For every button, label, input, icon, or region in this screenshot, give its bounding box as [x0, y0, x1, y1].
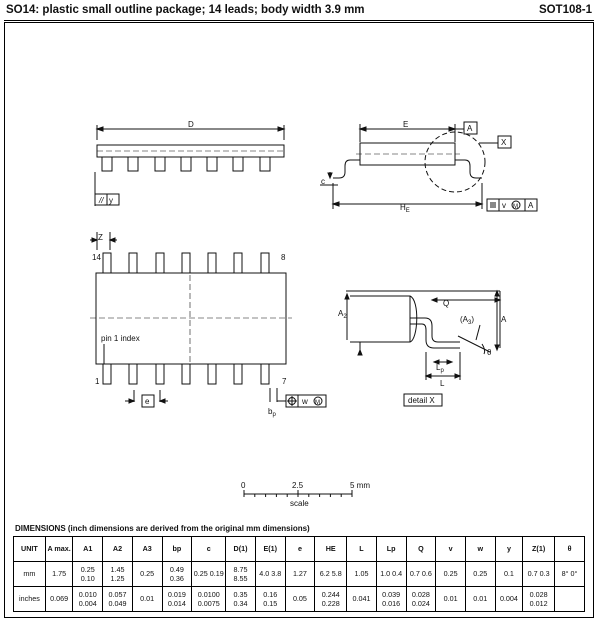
scale-mid: 2.5	[292, 481, 304, 490]
top-view	[90, 232, 326, 418]
dimensions-header-cell: A2	[103, 537, 133, 562]
side-lead	[233, 157, 243, 171]
dimension-cell: 0.01	[465, 587, 495, 612]
dimensions-header-cell: A3	[132, 537, 162, 562]
dimensions-header-cell: w	[465, 537, 495, 562]
label-E: E	[403, 120, 409, 129]
dimensions-header-cell: Lp	[376, 537, 406, 562]
dimension-cell: 0.25 0.10	[73, 562, 103, 587]
dimension-cell: 0.25	[436, 562, 466, 587]
dimension-cell: 0.244 0.228	[315, 587, 347, 612]
label-M2: M	[315, 400, 320, 406]
dimension-cell: 0.028 0.024	[406, 587, 436, 612]
dimension-cell: 6.2 5.8	[315, 562, 347, 587]
end-view	[320, 120, 537, 214]
side-lead	[207, 157, 217, 171]
dimension-cell: 8° 0°	[555, 562, 585, 587]
dimension-cell: 0.7 0.6	[406, 562, 436, 587]
dimension-cell: 8.75 8.55	[226, 562, 256, 587]
dimension-cell	[555, 587, 585, 612]
dimensions-header-cell: Z(1)	[523, 537, 555, 562]
dimensions-header-cell: A1	[73, 537, 103, 562]
dimension-cell: 1.05	[347, 562, 377, 587]
side-view-length	[95, 120, 284, 206]
dimension-cell: 0.057 0.049	[103, 587, 133, 612]
dimension-cell: 0.49 0.36	[162, 562, 192, 587]
dimensions-header-cell: y	[495, 537, 523, 562]
dimension-cell: 4.0 3.8	[255, 562, 285, 587]
label-Z: Z	[98, 233, 103, 242]
dimension-cell: 0.16 0.15	[255, 587, 285, 612]
label-A2: $A_2$	[338, 309, 347, 320]
dimension-cell: 0.004	[495, 587, 523, 612]
side-lead	[128, 157, 138, 171]
dimensions-header-cell: L	[347, 537, 377, 562]
dimension-cell: 1.27	[285, 562, 315, 587]
dimension-cell: 1.45 1.25	[103, 562, 133, 587]
dimensions-header-cell: bp	[162, 537, 192, 562]
dimension-cell: 0.041	[347, 587, 377, 612]
bottom-lead	[261, 364, 269, 384]
label-v: v	[502, 201, 506, 210]
side-lead	[181, 157, 191, 171]
label-A-box: A	[467, 124, 473, 133]
dimension-cell: 0.7 0.3	[523, 562, 555, 587]
label-c: c	[321, 177, 325, 186]
label-w: w	[302, 397, 308, 406]
dimensions-header-cell: E(1)	[255, 537, 285, 562]
side-lead	[102, 157, 112, 171]
dimension-cell: 0.019 0.014	[162, 587, 192, 612]
label-L: L	[440, 379, 445, 388]
dimension-cell: 0.069	[45, 587, 73, 612]
label-e: e	[145, 397, 150, 406]
bottom-lead	[103, 364, 111, 384]
dimensions-header-cell: D(1)	[226, 537, 256, 562]
dimensions-header-cell: Q	[406, 537, 436, 562]
dimensions-header-cell: θ	[555, 537, 585, 562]
dimension-cell: 0.35 0.34	[226, 587, 256, 612]
scale-label: scale	[290, 499, 309, 508]
top-lead	[261, 253, 269, 273]
scale-start: 0	[241, 481, 246, 490]
dimension-cell: 0.010 0.004	[73, 587, 103, 612]
dimension-cell: 0.1	[495, 562, 523, 587]
side-lead	[155, 157, 165, 171]
dimensions-header-cell: e	[285, 537, 315, 562]
dimensions-header-row	[14, 537, 585, 562]
dimensions-header-cell: UNIT	[14, 537, 46, 562]
dimension-cell: 0.05	[285, 587, 315, 612]
bottom-lead	[234, 364, 242, 384]
label-M: M	[513, 204, 518, 210]
bottom-lead	[208, 364, 216, 384]
dimensions-header-cell: v	[436, 537, 466, 562]
scale-bar	[241, 481, 370, 508]
label-theta: θ	[487, 348, 492, 357]
scale-end: 5 mm	[350, 481, 370, 490]
dimension-cell: 1.0 0.4	[376, 562, 406, 587]
pin1-index-label: pin 1 index	[101, 334, 140, 343]
dimensions-header-cell: A max.	[45, 537, 73, 562]
label-pin1: 1	[95, 377, 100, 386]
top-lead	[182, 253, 190, 273]
package-code: SOT108-1	[538, 4, 592, 16]
package-title: SO14: plastic small outline package; 14 leads; body width 3.9 mm	[6, 4, 365, 16]
label-D: D	[188, 120, 194, 129]
dimension-cell: 0.25	[465, 562, 495, 587]
label-bp: $b_p$	[268, 407, 276, 418]
label-y: y	[109, 196, 113, 205]
label-Lp: $L_p$	[436, 363, 444, 374]
unit-cell: mm	[14, 562, 46, 587]
label-A-ref: A	[528, 201, 534, 210]
dimensions-table	[13, 536, 585, 612]
top-lead	[103, 253, 111, 273]
dimension-cell: 0.25 0.19	[192, 562, 226, 587]
dimensions-row	[14, 562, 585, 587]
dimension-cell: 0.01	[132, 587, 162, 612]
dimension-cell: 0.039 0.016	[376, 587, 406, 612]
label-pin8: 8	[281, 253, 286, 262]
dimension-cell: 0.01	[436, 587, 466, 612]
label-HE: $H_E$	[400, 203, 410, 214]
top-lead	[156, 253, 164, 273]
bottom-lead	[182, 364, 190, 384]
label-Q: Q	[443, 299, 450, 308]
top-lead	[234, 253, 242, 273]
dimension-cell: 0.0100 0.0075	[192, 587, 226, 612]
bottom-lead	[129, 364, 137, 384]
dimension-cell: 1.75	[45, 562, 73, 587]
dimensions-row	[14, 587, 585, 612]
dimensions-title: DIMENSIONS (inch dimensions are derived from the original mm dimensions)	[15, 524, 310, 533]
side-lead	[260, 157, 270, 171]
detail-x-view	[338, 291, 507, 406]
dimensions-header-cell: c	[192, 537, 226, 562]
dimensions-header-cell: HE	[315, 537, 347, 562]
detail-x-label: detail X	[408, 396, 435, 405]
bottom-lead	[156, 364, 164, 384]
dimension-cell: 0.028 0.012	[523, 587, 555, 612]
label-pin7: 7	[282, 377, 287, 386]
label-A-side: A	[501, 315, 507, 324]
label-A3: $(A_3)$	[460, 315, 475, 326]
top-lead	[208, 253, 216, 273]
unit-cell: inches	[14, 587, 46, 612]
label-X-box: X	[501, 138, 507, 147]
dimension-cell: 0.25	[132, 562, 162, 587]
label-pin14: 14	[92, 253, 101, 262]
top-lead	[129, 253, 137, 273]
svg-text://: //	[99, 196, 104, 205]
